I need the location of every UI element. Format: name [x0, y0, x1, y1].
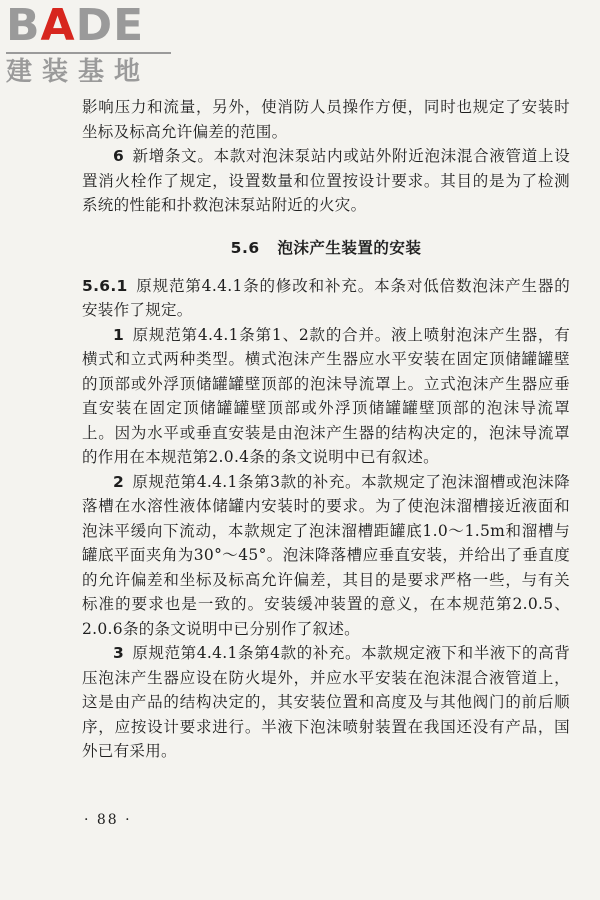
clause-number: 5.6.1	[82, 276, 128, 295]
item-2-number: 2	[113, 472, 125, 491]
document-page	[82, 95, 570, 764]
logo-brand-prefix: B	[6, 0, 41, 51]
clause-5-6-1	[82, 274, 570, 323]
item-3-paragraph	[82, 641, 570, 764]
item-2-text: 原规范第4.4.1条第3款的补充。本款规定了泡沫溜槽或泡沫降落槽在水溶性液体储罐内安装时的要求。为了使泡沫溜槽接近液面和泡沫平缓向下流动，本款规定了泡沫溜槽距罐底1.0～1.5m和溜槽与罐底平面夹角为30°～45°。泡沫降落槽应垂直安装，并给出了垂直度的允许偏差和坐标及标高允许偏差，其目的是要求严格一些，与有关标准的要求也是一致的。安装缓冲装置的意义，在本规范第2.0.5、2.0.6条的条文说明中已分别作了叙述。	[82, 472, 570, 638]
clause-text: 原规范第4.4.1条的修改和补充。本条对低倍数泡沫产生器的安装作了规定。	[82, 276, 570, 319]
logo-brand-text	[6, 2, 176, 50]
item-1-number: 1	[113, 325, 125, 344]
page-number: · 88 ·	[84, 812, 132, 828]
item-3-text: 原规范第4.4.1条第4款的补充。本款规定液下和半液下的高背压泡沫产生器应设在防火堤外，并应水平安装在泡沫混合液管道上，这是由产品的结构决定的，其安装位置和高度及与其他阀门的前后顺序，应按设计要求进行。半液下泡沫喷射装置在我国还没有产品，国外已有采用。	[82, 644, 570, 760]
section-heading	[82, 236, 570, 260]
logo-brand-mark: A	[40, 0, 76, 51]
logo-rule	[6, 52, 171, 54]
item-1-paragraph	[82, 323, 570, 470]
section-number: 5.6	[230, 238, 260, 257]
logo-brand-suffix: DE	[75, 0, 145, 51]
bade-logo	[6, 2, 176, 90]
item-1-text: 原规范第4.4.1条第1、2款的合并。液上喷射泡沫产生器，有横式和立式两种类型。横式泡沫产生器应水平安装在固定顶储罐罐壁的顶部或外浮顶储罐罐壁顶部的泡沫导流罩上。立式泡沫产生器应垂直安装在固定顶储罐罐壁顶部或外浮顶储罐罐壁顶部的泡沫导流罩上。因为水平或垂直安装是由泡沫产生器的结构决定的，泡沫导流罩的作用在本规范第2.0.4条的条文说明中已有叙述。	[82, 325, 570, 466]
item-6-text: 新增条文。本款对泡沫泵站内或站外附近泡沫混合液管道上设置消火栓作了规定，设置数量和位置按设计要求。其目的是为了检测系统的性能和扑救泡沫泵站附近的火灾。	[82, 147, 570, 214]
continuation-paragraph: 影响压力和流量，另外，使消防人员操作方便，同时也规定了安装时坐标及标高允许偏差的范围。	[82, 98, 570, 141]
item-2-paragraph	[82, 470, 570, 642]
item-6-number: 6	[113, 147, 125, 165]
section-title: 泡沫产生装置的安装	[277, 238, 422, 257]
item-6-paragraph	[82, 144, 570, 218]
item-3-number: 3	[113, 644, 125, 662]
logo-subtitle: 建装基地	[6, 57, 151, 87]
